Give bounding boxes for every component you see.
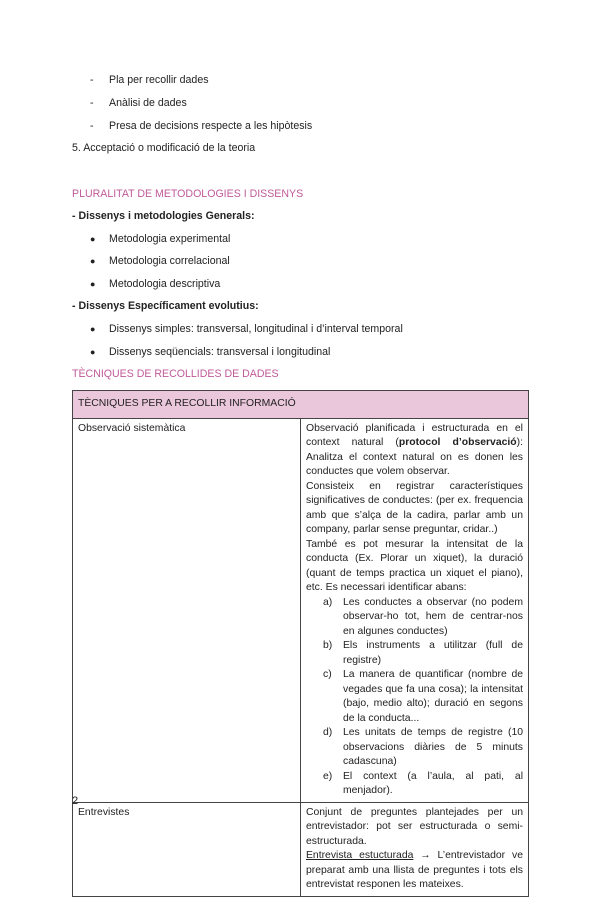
list-item-text: Les unitats de temps de registre (10 observacions diàries de 5 minuts cadascuna) bbox=[343, 727, 523, 767]
list-item bbox=[323, 668, 523, 726]
bullet-list-item bbox=[90, 278, 220, 291]
bullet-icon: ● bbox=[90, 279, 96, 289]
table-header-row bbox=[73, 391, 529, 419]
table-cell-content bbox=[301, 802, 529, 896]
list-item bbox=[323, 726, 523, 770]
interview-paragraph-1: Conjunt de preguntes plantejades per un entrevistador: pot ser estructurada o semi-estructurada. bbox=[306, 806, 523, 847]
list-item-text: La manera de quantificar (nombre de vegades que fa una cosa); la intensitat (bajo, medio alto); duració en segons de la conducta... bbox=[343, 669, 523, 724]
text-run: → L’entrevistador ve preparat amb una llista de preguntes i tots els entrevistat responen les mateixes. bbox=[306, 850, 523, 890]
observation-paragraph-1 bbox=[306, 422, 523, 480]
bold-text-run: protocol d’observació bbox=[398, 437, 517, 448]
observation-paragraph-3: També es pot mesurar la intensitat de la conducta (Ex. Plorar un xiquet), la duració (quant de temps practica un xiquet el piano), etc. Es necessari identificar abans: bbox=[306, 538, 523, 593]
bullet-item-text: Metodologia descriptiva bbox=[109, 278, 221, 290]
table-row bbox=[73, 418, 529, 802]
table-row bbox=[73, 802, 529, 896]
list-item-text: Els instruments a utilitzar (full de registre) bbox=[343, 640, 523, 666]
list-letter: d) bbox=[323, 727, 333, 738]
page-number: 2 bbox=[72, 795, 79, 807]
list-item-text: Les conductes a observar (no podem observar-ho tot, hem de centrar-nos en algunes conductes) bbox=[343, 596, 523, 637]
dash-marker: - bbox=[90, 120, 94, 132]
list-item bbox=[323, 770, 523, 799]
dash-list-item bbox=[90, 97, 187, 110]
table-cell-label: Entrevistes bbox=[73, 802, 301, 896]
bullet-list-item bbox=[90, 346, 330, 359]
tecniques-heading: TÈCNIQUES DE RECOLLIDES DE DADES bbox=[72, 368, 279, 380]
list-item bbox=[323, 639, 523, 668]
text-run: Observació planificada i estructurada en el context natural ( bbox=[306, 422, 523, 448]
table-cell-label: Observació sistemàtica bbox=[73, 418, 301, 802]
observation-sub-list bbox=[306, 596, 523, 799]
dash-list-item bbox=[90, 74, 209, 87]
text-run: ): Analitza el context natural on es donen les conductes que volem observar. bbox=[306, 437, 523, 477]
list-letter: b) bbox=[323, 640, 333, 651]
observation-paragraph-2: Consisteix en registrar característiques significatives de conductes: (per ex. frequencia amb que s’alça de la cadira, parlar amb un company, parlar sense preguntar, cridar..) bbox=[306, 480, 523, 535]
evolutius-designs-heading: - Dissenys Específicament evolutius: bbox=[72, 300, 259, 312]
table-cell-content bbox=[301, 418, 529, 802]
techniques-table bbox=[72, 390, 529, 897]
dash-list-item bbox=[90, 120, 312, 133]
step-5-text: 5. Acceptació o modificació de la teoria bbox=[72, 142, 256, 154]
bullet-item-text: Metodologia experimental bbox=[109, 233, 231, 245]
bullet-icon: ● bbox=[90, 234, 96, 244]
dash-item-text: Anàlisi de dades bbox=[109, 97, 187, 109]
bullet-list-item bbox=[90, 255, 230, 268]
interview-paragraph-2 bbox=[306, 849, 523, 893]
list-letter: a) bbox=[323, 596, 333, 608]
general-designs-heading: - Dissenys i metodologies Generals: bbox=[72, 210, 255, 222]
dash-marker: - bbox=[90, 74, 94, 86]
bullet-icon: ● bbox=[90, 324, 96, 334]
list-letter: e) bbox=[323, 770, 333, 782]
list-letter: c) bbox=[323, 669, 332, 680]
bullet-icon: ● bbox=[90, 256, 96, 266]
bullet-icon: ● bbox=[90, 347, 96, 357]
underlined-text-run: Entrevista estucturada bbox=[306, 850, 414, 861]
bullet-list-item bbox=[90, 323, 403, 336]
table-header-cell: TÈCNIQUES PER A RECOLLIR INFORMACIÓ bbox=[73, 391, 529, 419]
list-item bbox=[323, 596, 523, 640]
dash-item-text: Presa de decisions respecte a les hipòtesis bbox=[109, 120, 313, 132]
bullet-item-text: Metodologia correlacional bbox=[109, 255, 230, 267]
bullet-item-text: Dissenys seqüencials: transversal i longitudinal bbox=[109, 346, 331, 358]
bullet-list-item bbox=[90, 233, 230, 246]
dash-marker: - bbox=[90, 97, 94, 109]
dash-item-text: Pla per recollir dades bbox=[109, 74, 209, 86]
bullet-item-text: Dissenys simples: transversal, longitudinal i d’interval temporal bbox=[109, 323, 403, 335]
list-item-text: El context (a l’aula, al pati, al menjador). bbox=[343, 770, 523, 796]
pluralitat-heading: PLURALITAT DE METODOLOGIES I DISSENYS bbox=[72, 188, 304, 200]
